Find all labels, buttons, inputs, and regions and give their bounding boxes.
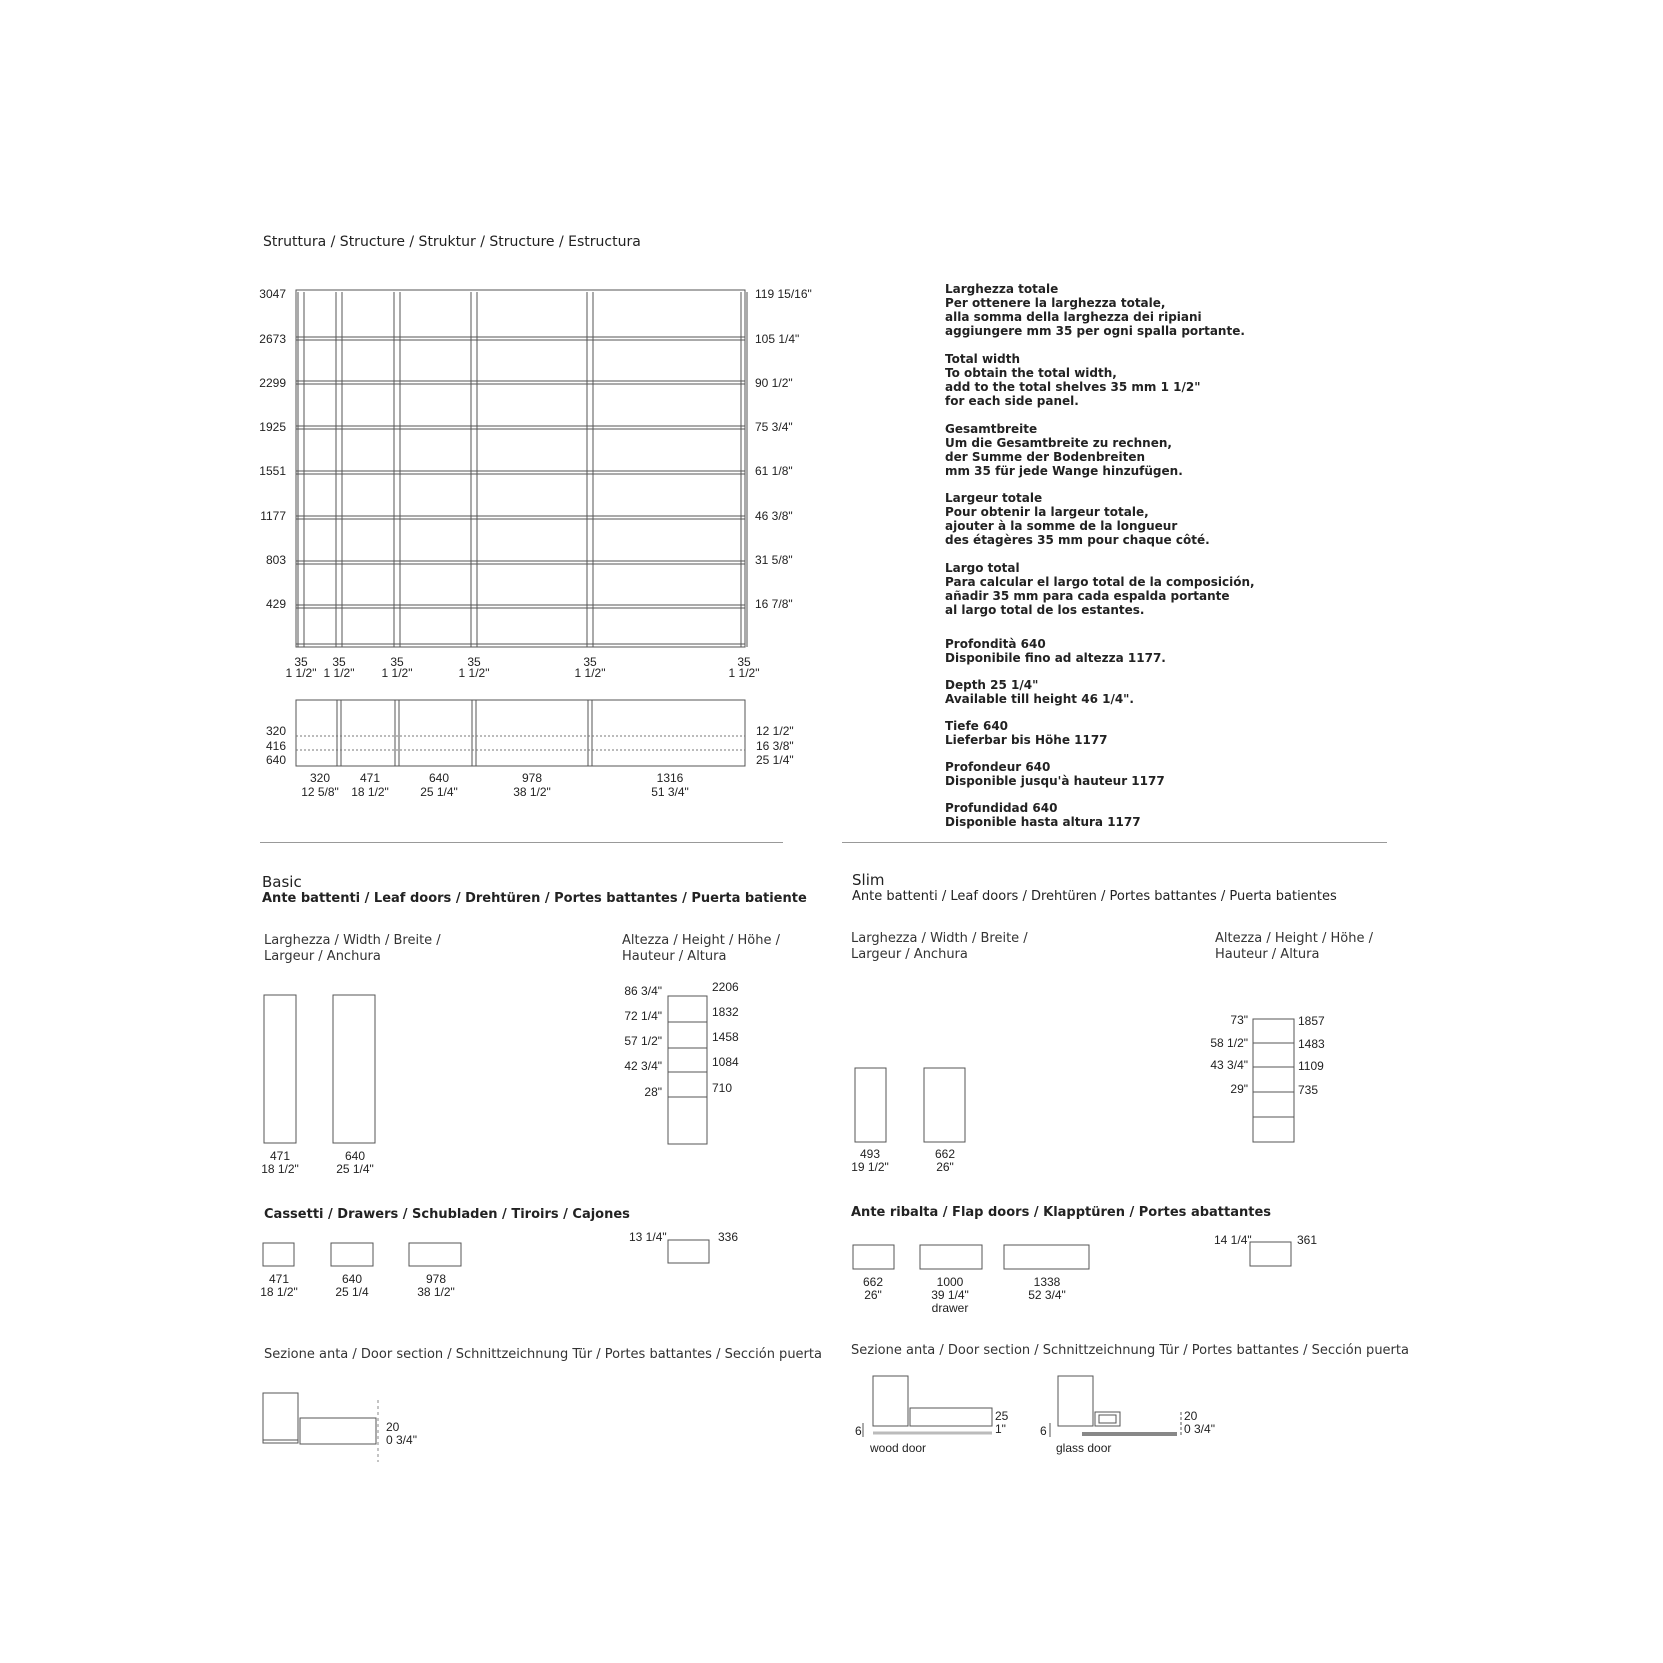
basic-section-mm: 20 [386,1420,400,1434]
drawers-title: Cassetti / Drawers / Schubladen / Tiroirs / Cajones [264,1207,630,1222]
door-640 [333,995,375,1143]
slim-door-mm-662: 662 [934,1147,956,1161]
slim-height-label-1: Altezza / Height / Höhe / [1215,931,1373,946]
drawer-in-471: 18 1/2" [260,1285,298,1299]
note-line: añadir 35 mm para cada espalda portante [945,589,1230,603]
height-mm-label: 2673 [259,332,286,346]
basic-height-mm: 710 [712,1081,733,1095]
width-mm-471: 471 [359,771,381,785]
slim-door-in-493: 19 1/2" [851,1160,889,1174]
note-line: ajouter à la somme de la longueur [945,519,1178,533]
note-title: Profondeur 640 [945,760,1051,774]
height-mm-label: 803 [265,553,286,567]
flap-662 [853,1245,894,1269]
basic-height-mm: 1832 [712,1005,739,1019]
side-panel-in: 1 1/2" [285,666,317,680]
basic-section-in: 0 3/4" [386,1433,417,1447]
note-title: Depth 25 1/4" [945,678,1039,692]
slim-width-label-1: Larghezza / Width / Breite / [851,931,1028,946]
basic-width-label-1: Larghezza / Width / Breite / [264,933,441,948]
width-mm-320: 320 [309,771,331,785]
basic-section-title: Sezione anta / Door section / Schnittzeichnung Tür / Portes battantes / Sección puerta [264,1347,822,1362]
basic-width-label-2: Largeur / Anchura [264,949,381,964]
side-panel-in: 1 1/2" [323,666,355,680]
basic-height-in: 86 3/4" [624,984,662,998]
width-in-320: 12 5/8" [301,785,339,799]
width-note [945,561,1305,617]
note-title: Largo total [945,561,1020,575]
flap-mm-662: 662 [862,1275,884,1289]
basic-subtitle: Ante battenti / Leaf doors / Drehtüren / Portes battantes / Puerta batiente [262,891,807,906]
basic-height-stack [668,996,707,1144]
width-in-978: 38 1/2" [513,785,551,799]
side-panel-mm: 35 [467,655,481,669]
height-mm-label: 3047 [259,287,286,301]
slim-height-mm: 1109 [1298,1059,1324,1073]
drawer-978 [409,1243,461,1266]
door-662 [924,1068,965,1142]
wood-side: 6 [855,1424,862,1438]
width-mm-978: 978 [521,771,543,785]
depth-mm-320: 320 [266,724,287,738]
drawer-height-in: 13 1/4" [629,1230,667,1244]
slim-door-mm-493: 493 [859,1147,881,1161]
height-mm-label: 1177 [260,509,286,523]
shelving-elevation [296,290,747,647]
wood-label: wood door [870,1441,927,1455]
drawer-height-box [668,1240,709,1263]
wood-door-section [863,1376,992,1437]
flap-height-mm: 361 [1297,1233,1318,1247]
note-line: der Summe der Bodenbreiten [945,450,1145,464]
basic-title: Basic [262,873,302,891]
drawer-640 [331,1243,373,1266]
note-line: Para calcular el largo total de la composición, [945,575,1255,589]
basic-height-in: 57 1/2" [624,1034,662,1048]
flap-height-box [1250,1242,1291,1266]
note-line: Available till height 46 1/4". [945,692,1134,706]
slim-height-in: 73" [1230,1013,1248,1027]
height-mm-label: 2299 [259,376,286,390]
width-in-471: 18 1/2" [351,785,389,799]
basic-height-mm: 2206 [712,980,739,994]
slim-height-mm: 1483 [1298,1037,1325,1051]
drawer-mm-978: 978 [425,1272,447,1286]
slim-title: Slim [852,871,885,889]
divider-right [842,842,1387,843]
door-493 [855,1068,886,1142]
depth-mm-416: 416 [266,739,287,753]
flap-height-in: 14 1/4" [1214,1233,1252,1247]
divider-left [260,842,783,843]
side-panel-in: 1 1/2" [728,666,760,680]
note-line: Um die Gesamtbreite zu rechnen, [945,436,1172,450]
note-line: To obtain the total width, [945,366,1117,380]
note-line: for each side panel. [945,394,1079,408]
basic-height-label-1: Altezza / Height / Höhe / [622,933,780,948]
note-line: add to the total shelves 35 mm 1 1/2" [945,380,1201,394]
basic-height-in: 28" [644,1085,662,1099]
flap-1000 [920,1245,982,1269]
width-in-1316: 51 3/4" [651,785,689,799]
drawer-mm-471: 471 [268,1272,290,1286]
door-471 [264,995,296,1143]
drawer-471 [263,1243,294,1266]
glass-in: 0 3/4" [1184,1422,1215,1436]
height-mm-label: 1925 [259,420,286,434]
note-line: Lieferbar bis Höhe 1177 [945,733,1108,747]
width-mm-1316: 1316 [656,771,684,785]
basic-height-label-2: Hauteur / Altura [622,949,727,964]
height-in-label: 105 1/4" [755,332,800,346]
flaps-title: Ante ribalta / Flap doors / Klapptüren / Portes abattantes [851,1205,1272,1220]
basic-door-mm-471: 471 [269,1149,291,1163]
glass-side: 6 [1040,1424,1047,1438]
shelving-plan [296,700,745,766]
height-in-label: 61 1/8" [755,464,793,478]
basic-door-in-640: 25 1/4" [336,1162,374,1176]
glass-door-section [1050,1376,1181,1437]
side-panel-in: 1 1/2" [574,666,606,680]
depth-mm-640: 640 [266,753,287,767]
height-in-label: 75 3/4" [755,420,793,434]
drawer-in-978: 38 1/2" [417,1285,455,1299]
slim-door-in-662: 26" [936,1160,954,1174]
height-mm-label: 429 [265,597,286,611]
width-note [945,422,1305,478]
width-in-640: 25 1/4" [420,785,458,799]
slim-height-in: 58 1/2" [1210,1036,1248,1050]
slim-height-stack [1253,1019,1294,1142]
note-title: Largeur totale [945,491,1043,505]
height-in-label: 16 7/8" [755,597,793,611]
height-mm-label: 1551 [259,464,286,478]
flap-in-662: 26" [864,1288,882,1302]
depth-in-416: 16 3/8" [756,739,794,753]
side-panel-mm: 35 [737,655,751,669]
note-line: Disponible jusqu'à hauteur 1177 [945,774,1165,788]
note-title: Larghezza totale [945,282,1059,296]
basic-height-in: 72 1/4" [624,1009,662,1023]
note-line: Pour obtenir la largeur totale, [945,505,1149,519]
depth-in-320: 12 1/2" [756,724,794,738]
note-line: des étagères 35 mm pour chaque côté. [945,533,1210,547]
note-line: Disponible hasta altura 1177 [945,815,1141,829]
basic-height-mm: 1084 [712,1055,739,1069]
glass-mm: 20 [1184,1409,1198,1423]
width-note [945,491,1305,547]
wood-in: 1" [995,1422,1006,1436]
basic-height-mm: 1458 [712,1030,739,1044]
depth-note [945,678,1305,706]
note-line: al largo total de los estantes. [945,603,1145,617]
slim-height-in: 29" [1230,1082,1248,1096]
flap-in-1338: 52 3/4" [1028,1288,1066,1302]
slim-subtitle: Ante battenti / Leaf doors / Drehtüren / Portes battantes / Puerta batientes [852,889,1337,904]
note-title: Profundidad 640 [945,801,1058,815]
wood-mm: 25 [995,1409,1009,1423]
flap-mm-1000: 1000 [936,1275,964,1289]
basic-door-section [263,1393,378,1462]
depth-in-640: 25 1/4" [756,753,794,767]
flap-note-1000: drawer [931,1301,969,1315]
depth-note [945,637,1305,665]
depth-note [945,719,1305,747]
note-line: aggiungere mm 35 per ogni spalla portante. [945,324,1245,338]
slim-height-mm: 735 [1298,1083,1319,1097]
flap-in-1000: 39 1/4" [931,1288,969,1302]
slim-height-mm: 1857 [1298,1014,1325,1028]
side-panel-in: 1 1/2" [458,666,490,680]
side-panel-mm: 35 [583,655,597,669]
side-panel-in: 1 1/2" [381,666,413,680]
flap-mm-1338: 1338 [1033,1275,1061,1289]
note-title: Tiefe 640 [945,719,1009,733]
slim-height-label-2: Hauteur / Altura [1215,947,1320,962]
basic-door-in-471: 18 1/2" [261,1162,299,1176]
glass-label: glass door [1056,1441,1112,1455]
drawer-in-640: 25 1/4 [335,1285,369,1299]
side-panel-mm: 35 [390,655,404,669]
width-note [945,282,1305,338]
note-title: Gesamtbreite [945,422,1038,436]
side-panel-mm: 35 [332,655,346,669]
drawer-mm-640: 640 [341,1272,363,1286]
height-in-label: 31 5/8" [755,553,793,567]
flap-1338 [1004,1245,1089,1269]
height-in-label: 90 1/2" [755,376,793,390]
width-mm-640: 640 [428,771,450,785]
width-note [945,352,1305,408]
depth-note [945,801,1305,829]
note-title: Total width [945,352,1021,366]
height-in-label: 119 15/16" [755,287,812,301]
basic-door-mm-640: 640 [344,1149,366,1163]
note-line: Disponibile fino ad altezza 1177. [945,651,1166,665]
slim-section-title: Sezione anta / Door section / Schnittzeichnung Tür / Portes battantes / Sección puerta [851,1343,1409,1358]
slim-height-in: 43 3/4" [1210,1058,1248,1072]
note-line: Per ottenere la larghezza totale, [945,296,1166,310]
note-line: alla somma della larghezza dei ripiani [945,310,1202,324]
height-in-label: 46 3/8" [755,509,793,523]
side-panel-mm: 35 [294,655,308,669]
note-title: Profondità 640 [945,637,1046,651]
basic-height-in: 42 3/4" [624,1059,662,1073]
drawer-height-mm: 336 [718,1230,739,1244]
note-line: mm 35 für jede Wange hinzufügen. [945,464,1183,478]
depth-note [945,760,1305,788]
structure-title: Struttura / Structure / Struktur / Structure / Estructura [263,234,641,250]
slim-width-label-2: Largeur / Anchura [851,947,968,962]
